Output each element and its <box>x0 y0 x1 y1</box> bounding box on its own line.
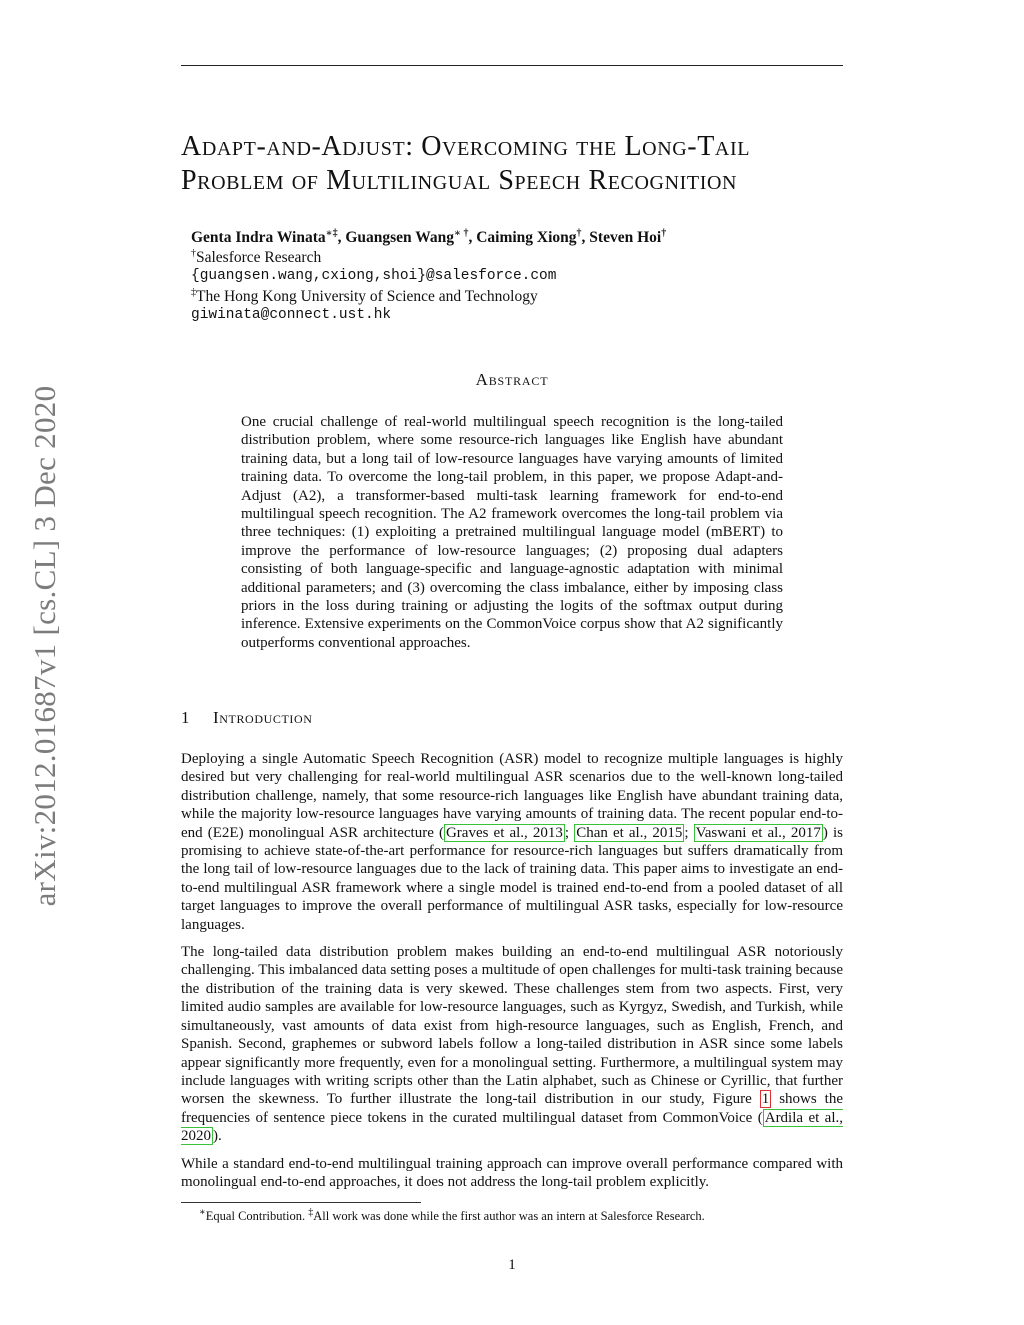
paper-title <box>181 130 851 198</box>
citation-ardila-name: Ardila et al. <box>764 1109 840 1126</box>
footnote <box>199 1208 705 1224</box>
abstract-heading: Abstract <box>475 370 549 389</box>
figure-reference[interactable]: 1 <box>761 1091 770 1108</box>
section-title: Introduction <box>213 708 313 727</box>
affiliation-1-mark: † <box>191 247 196 259</box>
author-4-marks: † <box>661 227 667 239</box>
title-line-2: Problem of Multilingual Speech Recognition <box>181 165 738 196</box>
intro-p1-text-b: ) is promising to achieve state-of-the-art performance for resource-rich languages but suffers dramatically from the long tail of low-resource languages due to the lack of training data. This paper aims to investigate an end-to-end multilingual ASR framework where a single model is trained end-to-end from a pooled dataset of all target languages to improve the overall performance of multilingual ASR tasks, especially for low-resource languages. <box>181 824 844 933</box>
section-heading <box>181 708 313 728</box>
footnote-text-2: All work was done while the first author was an intern at Salesforce Research. <box>313 1209 705 1223</box>
citation-separator: ; <box>684 824 694 841</box>
citation-chan-sep: , <box>643 824 653 841</box>
citation-ardila-year: 2020 <box>181 1128 211 1145</box>
author-1: Genta Indra Winata <box>191 229 326 246</box>
title-line-1: Adapt-and-Adjust: Overcoming the Long-Tail <box>181 131 751 162</box>
email-2[interactable]: giwinata@connect.ust.hk <box>191 307 392 323</box>
author-4: Steven Hoi <box>589 229 662 246</box>
citation-graves-name: Graves et al. <box>445 824 525 841</box>
intro-p1-text-a: Deploying a single Automatic Speech Recognition (ASR) model to recognize multiple languages is highly desired but very challenging for real-world multilingual ASR scenarios due to the well-known long-tailed distribution challenge, namely, that some resource-rich languages like English have abundant training data, while the majority low-resource languages have varying amounts of training data. The recent popular end-to-end (E2E) monolingual ASR architecture ( <box>181 751 843 841</box>
author-3: Caiming Xiong <box>476 229 577 246</box>
page-number: 1 <box>508 1257 516 1273</box>
citation-vaswani-year: 2017 <box>790 824 821 841</box>
citation-vaswani-sep: , <box>782 824 791 841</box>
footnote-text-1: Equal Contribution. <box>205 1209 309 1223</box>
affiliation-2 <box>191 287 831 307</box>
intro-paragraph-1 <box>181 750 843 934</box>
citation-vaswani-name: Vaswani et al. <box>695 824 783 841</box>
top-rule <box>181 65 843 66</box>
affiliation-2-mark: ‡ <box>191 286 196 298</box>
citation-separator: ; <box>564 824 575 841</box>
abstract-text: One crucial challenge of real-world multilingual speech recognition is the long-tailed distribution problem, where some resource-rich languages like English have abundant training data, but a long tail of low-resource languages have varying amounts of limited training data. To overcome the long-tail problem, in this paper, we propose Adapt-and-Adjust (A2), a transformer-based multi-task learning framework for end-to-end multilingual speech recognition. The A2 framework overcomes the long-tail problem via three techniques: (1) exploiting a pretrained multilingual language model (mBERT) to improve the performance of low-resource languages; (2) proposing dual adapters consisting of both language-specific and language-agnostic adaptation with minimal additional parameters; and (3) overcoming the class imbalance, either by imposing class priors in the loss during training or adjusting the logits of the softmax output during inference. Extensive experiments on the CommonVoice corpus show that A2 significantly outperforms conventional approaches. <box>241 414 783 651</box>
author-1-marks: ∗‡ <box>325 227 338 239</box>
affiliation-2-text: The Hong Kong University of Science and Technology <box>196 287 538 305</box>
citation-chan[interactable] <box>574 824 684 842</box>
author-2-marks: ∗ † <box>454 227 469 239</box>
intro-paragraph-3: While a standard end-to-end multilingual training approach can improve overall performance compared with monolingual end-to-end approaches, it does not address the long-tail problem explicitly. <box>181 1155 843 1190</box>
author-2: Guangsen Wang <box>345 229 455 246</box>
citation-chan-year: 2015 <box>652 824 683 841</box>
affiliation-1-text: Salesforce Research <box>196 248 322 266</box>
citation-vaswani[interactable] <box>694 824 823 842</box>
author-names: Genta Indra Winata∗‡, Guangsen Wang∗ †, Caiming Xiong†, Steven Hoi† <box>191 227 667 246</box>
footnote-rule <box>181 1202 421 1203</box>
citation-graves-sep: , <box>524 824 533 841</box>
citation-ardila-sep: , <box>839 1109 843 1126</box>
author-block <box>191 228 831 326</box>
section-number: 1 <box>181 708 191 727</box>
intro-paragraph-2 <box>181 943 843 1145</box>
intro-p2-text-b: shows the frequencies of sentence piece tokens in the curated multilingual dataset from CommonVoice ( <box>181 1091 843 1126</box>
citation-graves-year: 2013 <box>532 824 563 841</box>
intro-p2-text-a: The long-tailed data distribution problem makes building an end-to-end multilingual ASR notoriously challenging. This imbalanced data setting poses a multitude of open challenges for multi-task training because the distribution of the training data is very skewed. These challenges stem from two aspects. First, very limited audio samples are available for low-resource languages, such as Kyrgyz, Swedish, and Turkish, while simultaneously, vast amounts of data exist from high-resource languages, such as English, French, and Spanish. Second, graphemes or subword labels follow a long-tailed distribution in ASR since some labels appear significantly more frequently, even for a monolingual setting. Furthermore, a multilingual system may include languages with writing scripts other than the Latin alphabet, such as Chinese or Cyrillic, that further worsen the skewness. To further illustrate the long-tail distribution in our study, Figure <box>181 944 843 1108</box>
citation-chan-name: Chan et al. <box>576 824 644 841</box>
affiliation-1 <box>191 248 831 268</box>
citation-graves[interactable] <box>444 824 565 842</box>
footnote-mark-1: ∗ <box>199 1206 206 1218</box>
email-1[interactable]: {guangsen.wang,cxiong,shoi}@salesforce.com <box>191 268 557 284</box>
arxiv-stamp-text: arXiv:2012.01687v1 [cs.CL] 3 Dec 2020 <box>27 385 62 907</box>
footnote-mark-2: ‡ <box>308 1206 314 1218</box>
author-3-marks: † <box>576 227 582 239</box>
intro-p2-text-c: ). <box>213 1128 222 1145</box>
introduction-body <box>181 750 843 1200</box>
